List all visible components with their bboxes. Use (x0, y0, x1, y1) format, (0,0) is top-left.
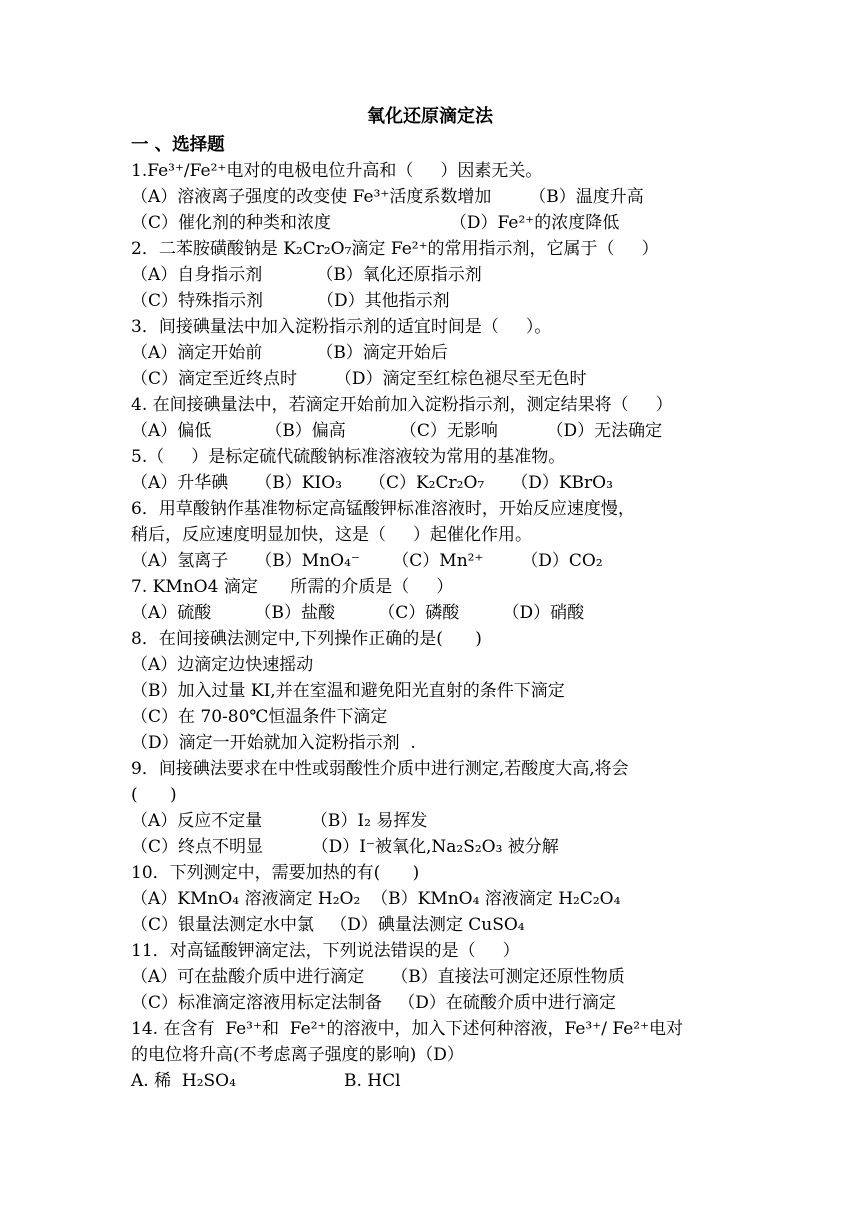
answer-options-line: （C）催化剂的种类和浓度 （D）Fe²⁺的浓度降低 (131, 213, 620, 233)
answer-options-line: （C）在 70-80℃恒温条件下滴定 (131, 707, 388, 727)
answer-options-line: （B）加入过量 KI,并在室温和避免阳光直射的条件下滴定 (131, 681, 565, 701)
question-text-line: 6．用草酸钠作基准物标定高锰酸钾标准溶液时，开始反应速度慢， (131, 499, 635, 519)
question-text-line: 10．下列测定中，需要加热的有( ) (131, 863, 420, 883)
answer-options-line: （A）可在盐酸介质中进行滴定 （B）直接法可测定还原性物质 (131, 967, 625, 987)
question-text-line: 11．对高锰酸钾滴定法，下列说法错误的是（ ） (131, 941, 520, 961)
answer-options-line: （A）溶液离子强度的改变使 Fe³⁺活度系数增加 （B）温度升高 (131, 187, 644, 207)
question-text-line: 1.Fe³⁺/Fe²⁺电对的电极电位升高和（ ）因素无关。 (131, 161, 543, 181)
question-text-line: 稍后，反应速度明显加快，这是（ ）起催化作用。 (131, 525, 533, 545)
answer-options-line: （A）边滴定边快速摇动 (131, 655, 314, 675)
answer-options-line: （C）标准滴定溶液用标定法制备 （D）在硫酸介质中进行滴定 (131, 993, 616, 1013)
question-list (131, 132, 741, 1094)
question-text-line: 2．二苯胺磺酸钠是 K₂Cr₂O₇滴定 Fe²⁺的常用指示剂，它属于（ ） (131, 239, 659, 259)
section-heading: 一 、选择题 (131, 135, 225, 155)
answer-options-line: （A）升华碘 （B）KIO₃ （C）K₂Cr₂O₇ （D）KBrO₃ (131, 473, 613, 493)
answer-options-line: （A）偏低 （B）偏高 （C）无影响 （D）无法确定 (131, 421, 663, 441)
answer-options-line: （C）特殊指示剂 （D）其他指示剂 (131, 291, 450, 311)
answer-options-line: （A）氢离子 （B）MnO₄⁻ （C）Mn²⁺ （D）CO₂ (131, 551, 603, 571)
question-text-line: 9．间接碘法要求在中性或弱酸性介质中进行测定,若酸度大高,将会 (131, 759, 629, 779)
answer-options-line: （A）滴定开始前 （B）滴定开始后 (131, 343, 448, 363)
answer-options-line: （D）滴定一开始就加入淀粉指示剂 . (131, 733, 416, 753)
answer-options-line: （C）滴定至近终点时 （D）滴定至红棕色褪尽至无色时 (131, 369, 587, 389)
question-text-line: 8．在间接碘法测定中,下列操作正确的是( ) (131, 629, 482, 649)
answer-options-line: （A）反应不定量 （B）I₂ 易挥发 (131, 811, 428, 831)
question-text-line: 14. 在含有 Fe³⁺和 Fe²⁺的溶液中，加入下述何种溶液，Fe³⁺/ Fe²⁺电对 (131, 1019, 684, 1039)
question-text-line: 7. KMnO4 滴定 所需的介质是（ ） (131, 577, 454, 597)
question-text-line: 5.（ ）是标定硫代硫酸钠标准溶液较为常用的基准物。 (131, 447, 566, 467)
answer-options-line: A. 稀 H₂SO₄ B. HCl (131, 1071, 401, 1091)
answer-options-line: （A）自身指示剂 （B）氧化还原指示剂 (131, 265, 482, 285)
answer-options-line: （C）银量法测定水中氯 （D）碘量法测定 CuSO₄ (131, 915, 525, 935)
answer-options-line: （A）KMnO₄ 溶液滴定 H₂O₂ （B）KMnO₄ 溶液滴定 H₂C₂O₄ (131, 889, 621, 909)
question-text-line: 的电位将升高(不考虑离子强度的影响)（D） (131, 1045, 464, 1065)
answer-options-line: （C）终点不明显 （D）I⁻被氧化,Na₂S₂O₃ 被分解 (131, 837, 559, 857)
question-text-line: ( ) (131, 785, 177, 805)
answer-options-line: （A）硫酸 （B）盐酸 （C）磷酸 （D）硝酸 (131, 603, 585, 623)
question-text-line: 3．间接碘量法中加入淀粉指示剂的适宜时间是（ ）。 (131, 317, 552, 337)
question-text-line: 4. 在间接碘量法中，若滴定开始前加入淀粉指示剂，测定结果将（ ） (131, 395, 673, 415)
document-title: 氧化还原滴定法 (367, 106, 493, 127)
